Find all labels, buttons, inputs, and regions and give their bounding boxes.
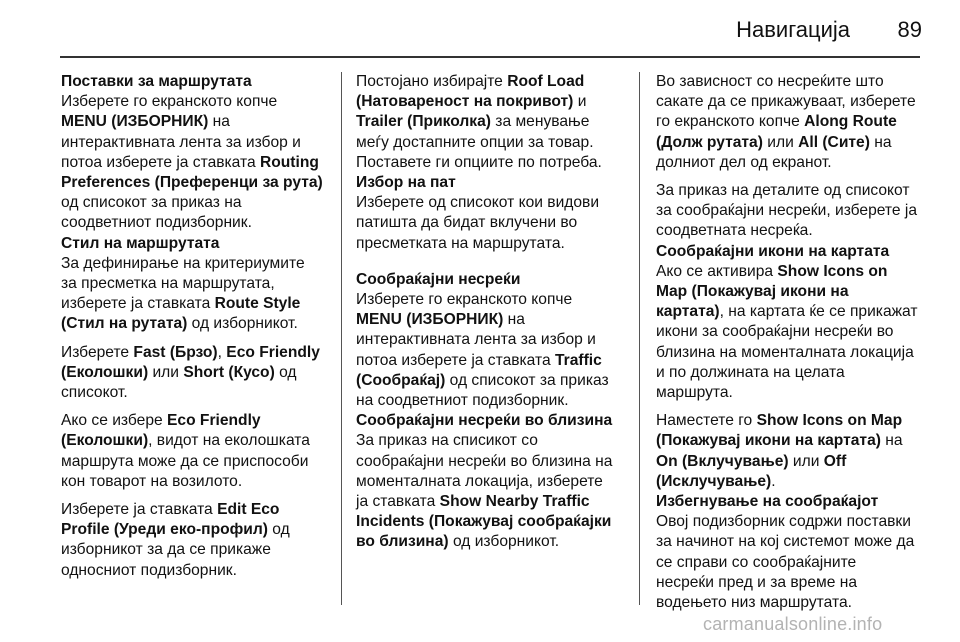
paragraph: За приказ на списикот со сообраќајни несреќи во близина на моменталната локација, изберете ја ставката Show Nearby Traffic Incidents (Покажувај сообраќајки во близина) од изборникот. [356, 432, 613, 551]
menu-term: Show Icons on Map (Покажувај икони на картата) [656, 262, 888, 321]
column-divider-1 [341, 72, 342, 605]
section-heading: Сообраќајни несреќи во близина [356, 412, 613, 430]
menu-term: Routing Preferences (Преференци за рута) [61, 153, 323, 192]
paragraph: Изберете го екранското копче MENU (ИЗБОРНИК) на интерактивната лента за избор и потоа изберете ја ставката Routing Preferences (Преференци за рута) од списокот за приказ на соодветниот подизборник. [61, 93, 323, 232]
menu-term: On (Вклучување) [656, 452, 789, 470]
paragraph: Постојано избирајте Roof Load (Натовареност на покривот) и Trailer (Приколка) за менување меѓу достапните опции за товар. Поставете ги опциите по потреба. [356, 73, 602, 171]
menu-term: Eco Friendly (Еколошки) [61, 412, 261, 450]
menu-term: MENU (ИЗБОРНИК) [61, 113, 209, 131]
paragraph: Во зависност со несреќите што сакате да се прикажуваат, изберете го екранското копче Along Route (Долж рутата) или All (Сите) на долниот дел од екранот. [656, 73, 916, 171]
section-heading: Стил на маршрутата [61, 234, 220, 252]
menu-term: Edit Eco Profile (Уреди еко-профил) [61, 501, 280, 539]
column-2 [356, 72, 618, 553]
paragraph: Изберете ја ставката Edit Eco Profile (Уреди еко-профил) од изборникот за да се прикаже односниот подизборник. [61, 501, 290, 579]
menu-term: MENU (ИЗБОРНИК) [356, 311, 504, 329]
page-number: 89 [897, 17, 922, 42]
menu-term: Short (Кусо) [183, 363, 275, 381]
paragraph: Ако се избере Eco Friendly (Еколошки), видот на еколошката маршрута може да се приспособи кон товарот на возилото. [61, 412, 310, 490]
menu-term: All (Сите) [798, 133, 870, 151]
column-1 [61, 72, 323, 581]
menu-term: Route Style (Стил на рутата) [61, 295, 301, 333]
menu-term: Trailer (Приколка) [356, 113, 491, 131]
paragraph: За приказ на деталите од списокот за сообраќајни несреќи, изберете ја соодветната несреќа. [656, 182, 918, 240]
column-divider-2 [639, 72, 640, 605]
menu-term: Roof Load (Натовареност на покривот) [356, 73, 585, 111]
section-heading: Избегнување на сообраќајот [656, 493, 879, 511]
paragraph: Изберете од списокот кои видови патишта да бидат вклучени во пресметката на маршрутата. [356, 194, 600, 252]
menu-term: Off (Исклучување) [656, 452, 847, 490]
paragraph: Овој подизборник содржи поставки за начинот на кој системот може да се справи со сообраќајните несреќи пред и за време на водењето низ маршрутата. [656, 513, 915, 612]
section-heading: Сообраќајни несреќи [356, 270, 521, 288]
paragraph: Изберете го екранското копче MENU (ИЗБОРНИК) на интерактивната лента за избор и потоа изберете ја ставката Traffic (Сообраќај) од списокот за приказ на соодветниот подизборник. [356, 291, 609, 410]
paragraph: Наместете го Show Icons on Map (Покажувај икони на картата) на On (Вклучување) или Off (Исклучување). [656, 412, 903, 490]
section-heading: Сообраќајни икони на картата [656, 242, 890, 260]
menu-term: Fast (Брзо) [133, 343, 218, 361]
menu-term: Show Icons on Map (Покажувај икони на картата) [656, 412, 903, 450]
watermark-text: carmanualsonline.info [703, 614, 883, 634]
page-title: Навигација [736, 17, 850, 42]
header-rule [60, 56, 920, 58]
page-header [0, 0, 960, 58]
paragraph: За дефинирање на критериумите за пресметка на маршрутата, изберете ја ставката Route Style (Стил на рутата) од изборникот. [61, 254, 305, 333]
menu-term: Eco Friendly (Еколошки) [61, 343, 320, 381]
section-heading: Избор на пат [356, 174, 456, 192]
paragraph: Ако се активира Show Icons on Map (Покажувај икони на картата), на картата ќе се прикажат икони за сообраќајни несреќи во близина на моменталната локација и по должината на целата маршрута. [656, 262, 918, 402]
menu-term: Show Nearby Traffic Incidents (Покажувај сообраќајки во близина) [356, 493, 612, 551]
section-heading: Поставки за маршрутата [61, 73, 252, 90]
column-3 [656, 72, 918, 613]
menu-term: Along Route (Долж рутата) [656, 113, 897, 151]
paragraph: Изберете Fast (Брзо), Eco Friendly (Еколошки) или Short (Кусо) од списокот. [61, 343, 320, 402]
menu-term: Traffic (Сообраќај) [356, 351, 602, 389]
